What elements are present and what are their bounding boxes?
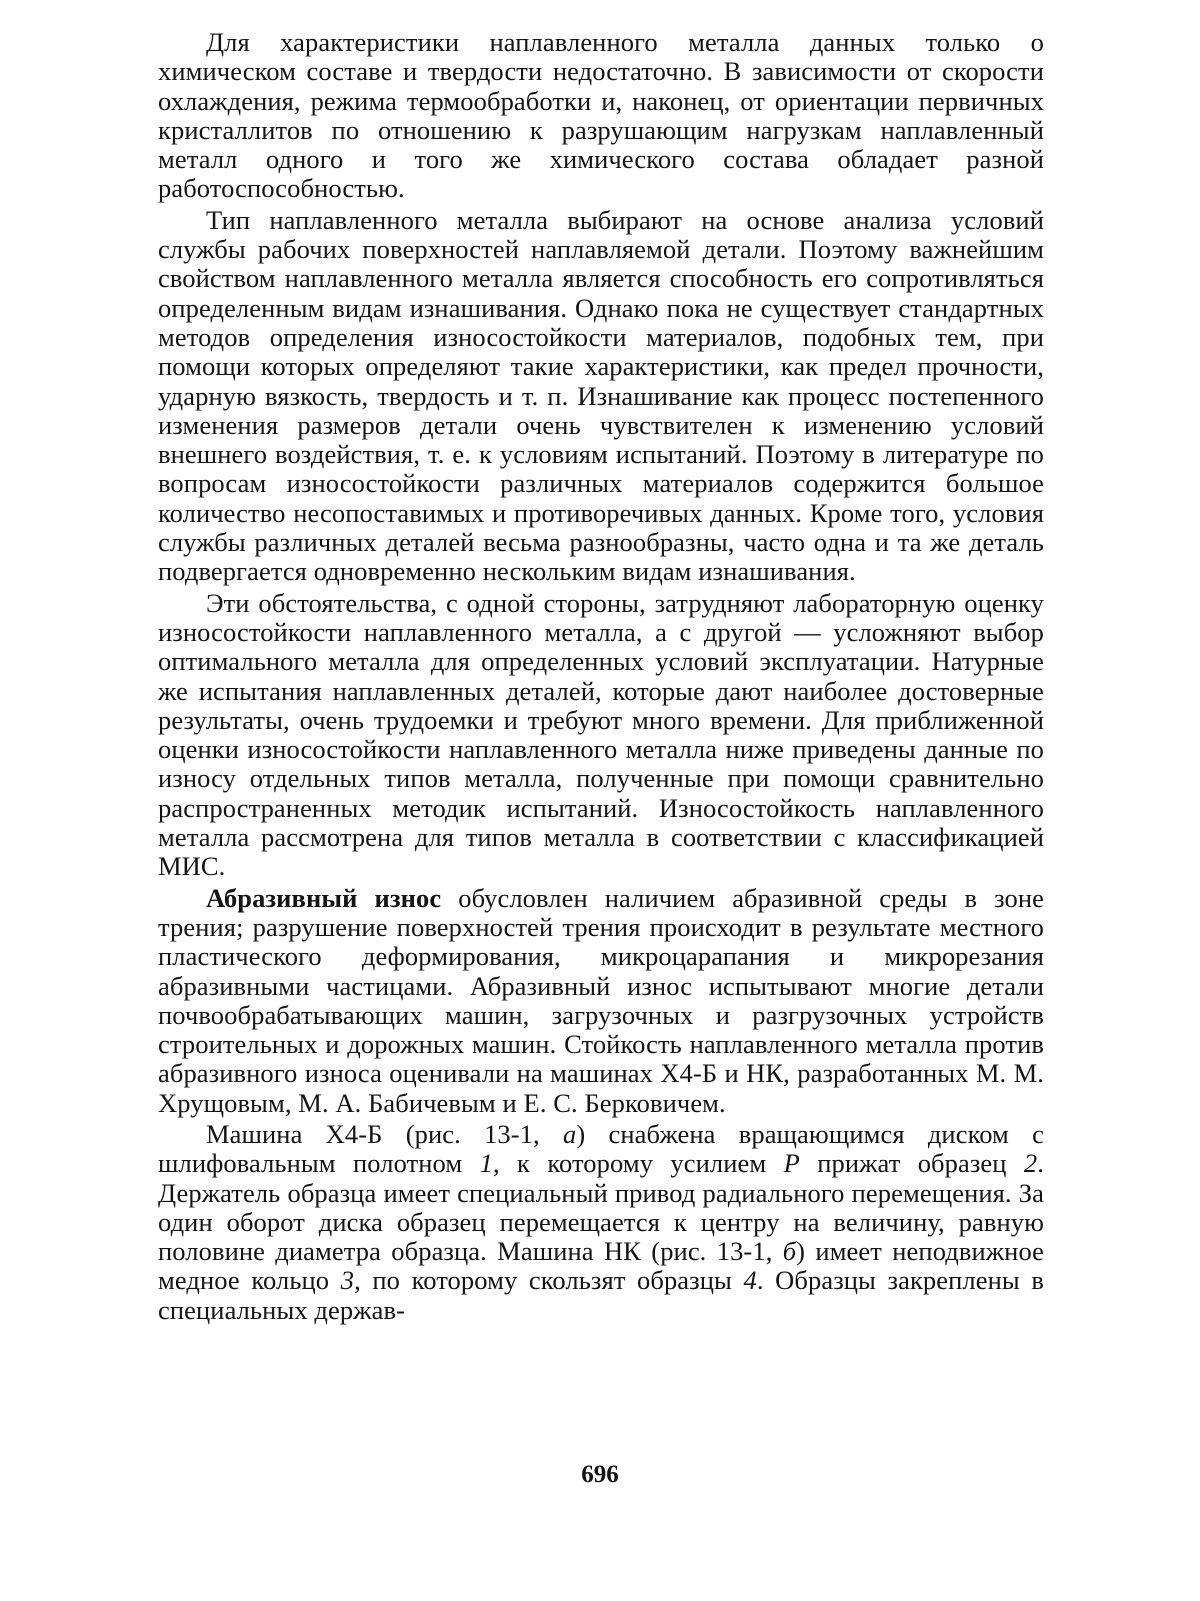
label-ref-4: 4: [743, 1265, 757, 1296]
figure-ref-a: а: [563, 1118, 577, 1149]
machine-text-1: Машина Х4-Б (рис. 13-1,: [206, 1118, 564, 1149]
machine-text-3: , к которому усилием: [492, 1148, 784, 1179]
paragraph-abrasive-wear: [158, 884, 1044, 1118]
machine-text-7: , по которому скользят образцы: [354, 1265, 744, 1296]
label-ref-2: 2: [1023, 1148, 1038, 1179]
term-abrasive-wear: Абразивный износ: [206, 882, 442, 913]
machine-text-8: . Образцы закреплены в специальных держав-: [158, 1265, 1044, 1325]
force-symbol-p: Р: [783, 1148, 800, 1179]
machine-text-5: . Держатель образца имеет специальный привод радиального перемещения. За один оборот диска образец перемещается к центру на величину, равную половине диаметра образца. Машина НК (рис. 13-1,: [158, 1148, 1044, 1267]
machine-text-2: ) снабжена вращающимся диском с шлифовальным полотном: [158, 1118, 1044, 1179]
machine-text-4: прижат образец: [799, 1148, 1024, 1179]
page-number: 696: [581, 1461, 619, 1488]
label-ref-3: 3: [340, 1265, 355, 1296]
label-ref-1: 1: [479, 1148, 493, 1179]
paragraph-1: Для характеристики наплавленного металла данных только о химическом составе и твердости недостаточно. В зависимости от скорости охлаждения, режима термообработки и, наконец, от ориентации первичных кристаллитов по отношению к разрушающим нагрузкам наплавленный металл одного и того же химического состава обладает разной работоспособностью.: [158, 27, 1044, 204]
figure-ref-b: б: [782, 1236, 797, 1267]
paragraph-machine: [158, 1120, 1044, 1325]
abrasive-wear-text: обусловлен наличием абразивной среды в зоне трения; разрушение поверхностей трения происходит в результате местного пластического деформирования, микроцарапания и микрорезания абразивными частицами. Абразивный износ испытывают многие детали почвообрабатывающих машин, загрузочных и разгрузочных устройств строительных и дорожных машин. Стойкость наплавленного металла против абразивного износа оценивали на машинах Х4-Б и НК, разработанных М. М. Хрущовым, М. А. Бабичевым и Е. С. Берковичем.: [158, 882, 1044, 1118]
paragraph-3: Эти обстоятельства, с одной стороны, затрудняют лабораторную оценку износостойкости наплавленного металла, а с другой — усложняют выбор оптимального металла для определенных условий эксплуатации. Натурные же испытания наплавленных деталей, которые дают наиболее достоверные результаты, очень трудоемки и требуют много времени. Для приближенной оценки износостойкости наплавленного металла ниже приведены данные по износу отдельных типов металла, полученные при помощи сравнительно распространенных методик испытаний. Износостойкость наплавленного металла рассмотрена для типов металла в соответствии с классификацией МИС.: [158, 587, 1044, 882]
paragraph-2: Тип наплавленного металла выбирают на основе анализа условий службы рабочих поверхностей наплавляемой детали. Поэтому важнейшим свойством наплавленного металла является способность его сопротивляться определенным видам изнашивания. Однако пока не существует стандартных методов определения износостойкости материалов, подобных тем, при помощи которых определяют такие характеристики, как предел прочности, ударную вязкость, твердость и т. п. Изнашивание как процесс постепенного изменения размеров детали очень чувствителен к изменению условий внешнего воздействия, т. е. к условиям испытаний. Поэтому в литературе по вопросам износостойкости различных материалов содержится большое количество несопоставимых и противоречивых данных. Кроме того, условия службы различных деталей весьма разнообразны, часто одна и та же деталь подвергается одновременно нескольким видам изнашивания.: [158, 204, 1044, 587]
page-body: [158, 28, 1044, 1325]
machine-text-6: ) имеет неподвижное медное кольцо: [158, 1236, 1044, 1296]
